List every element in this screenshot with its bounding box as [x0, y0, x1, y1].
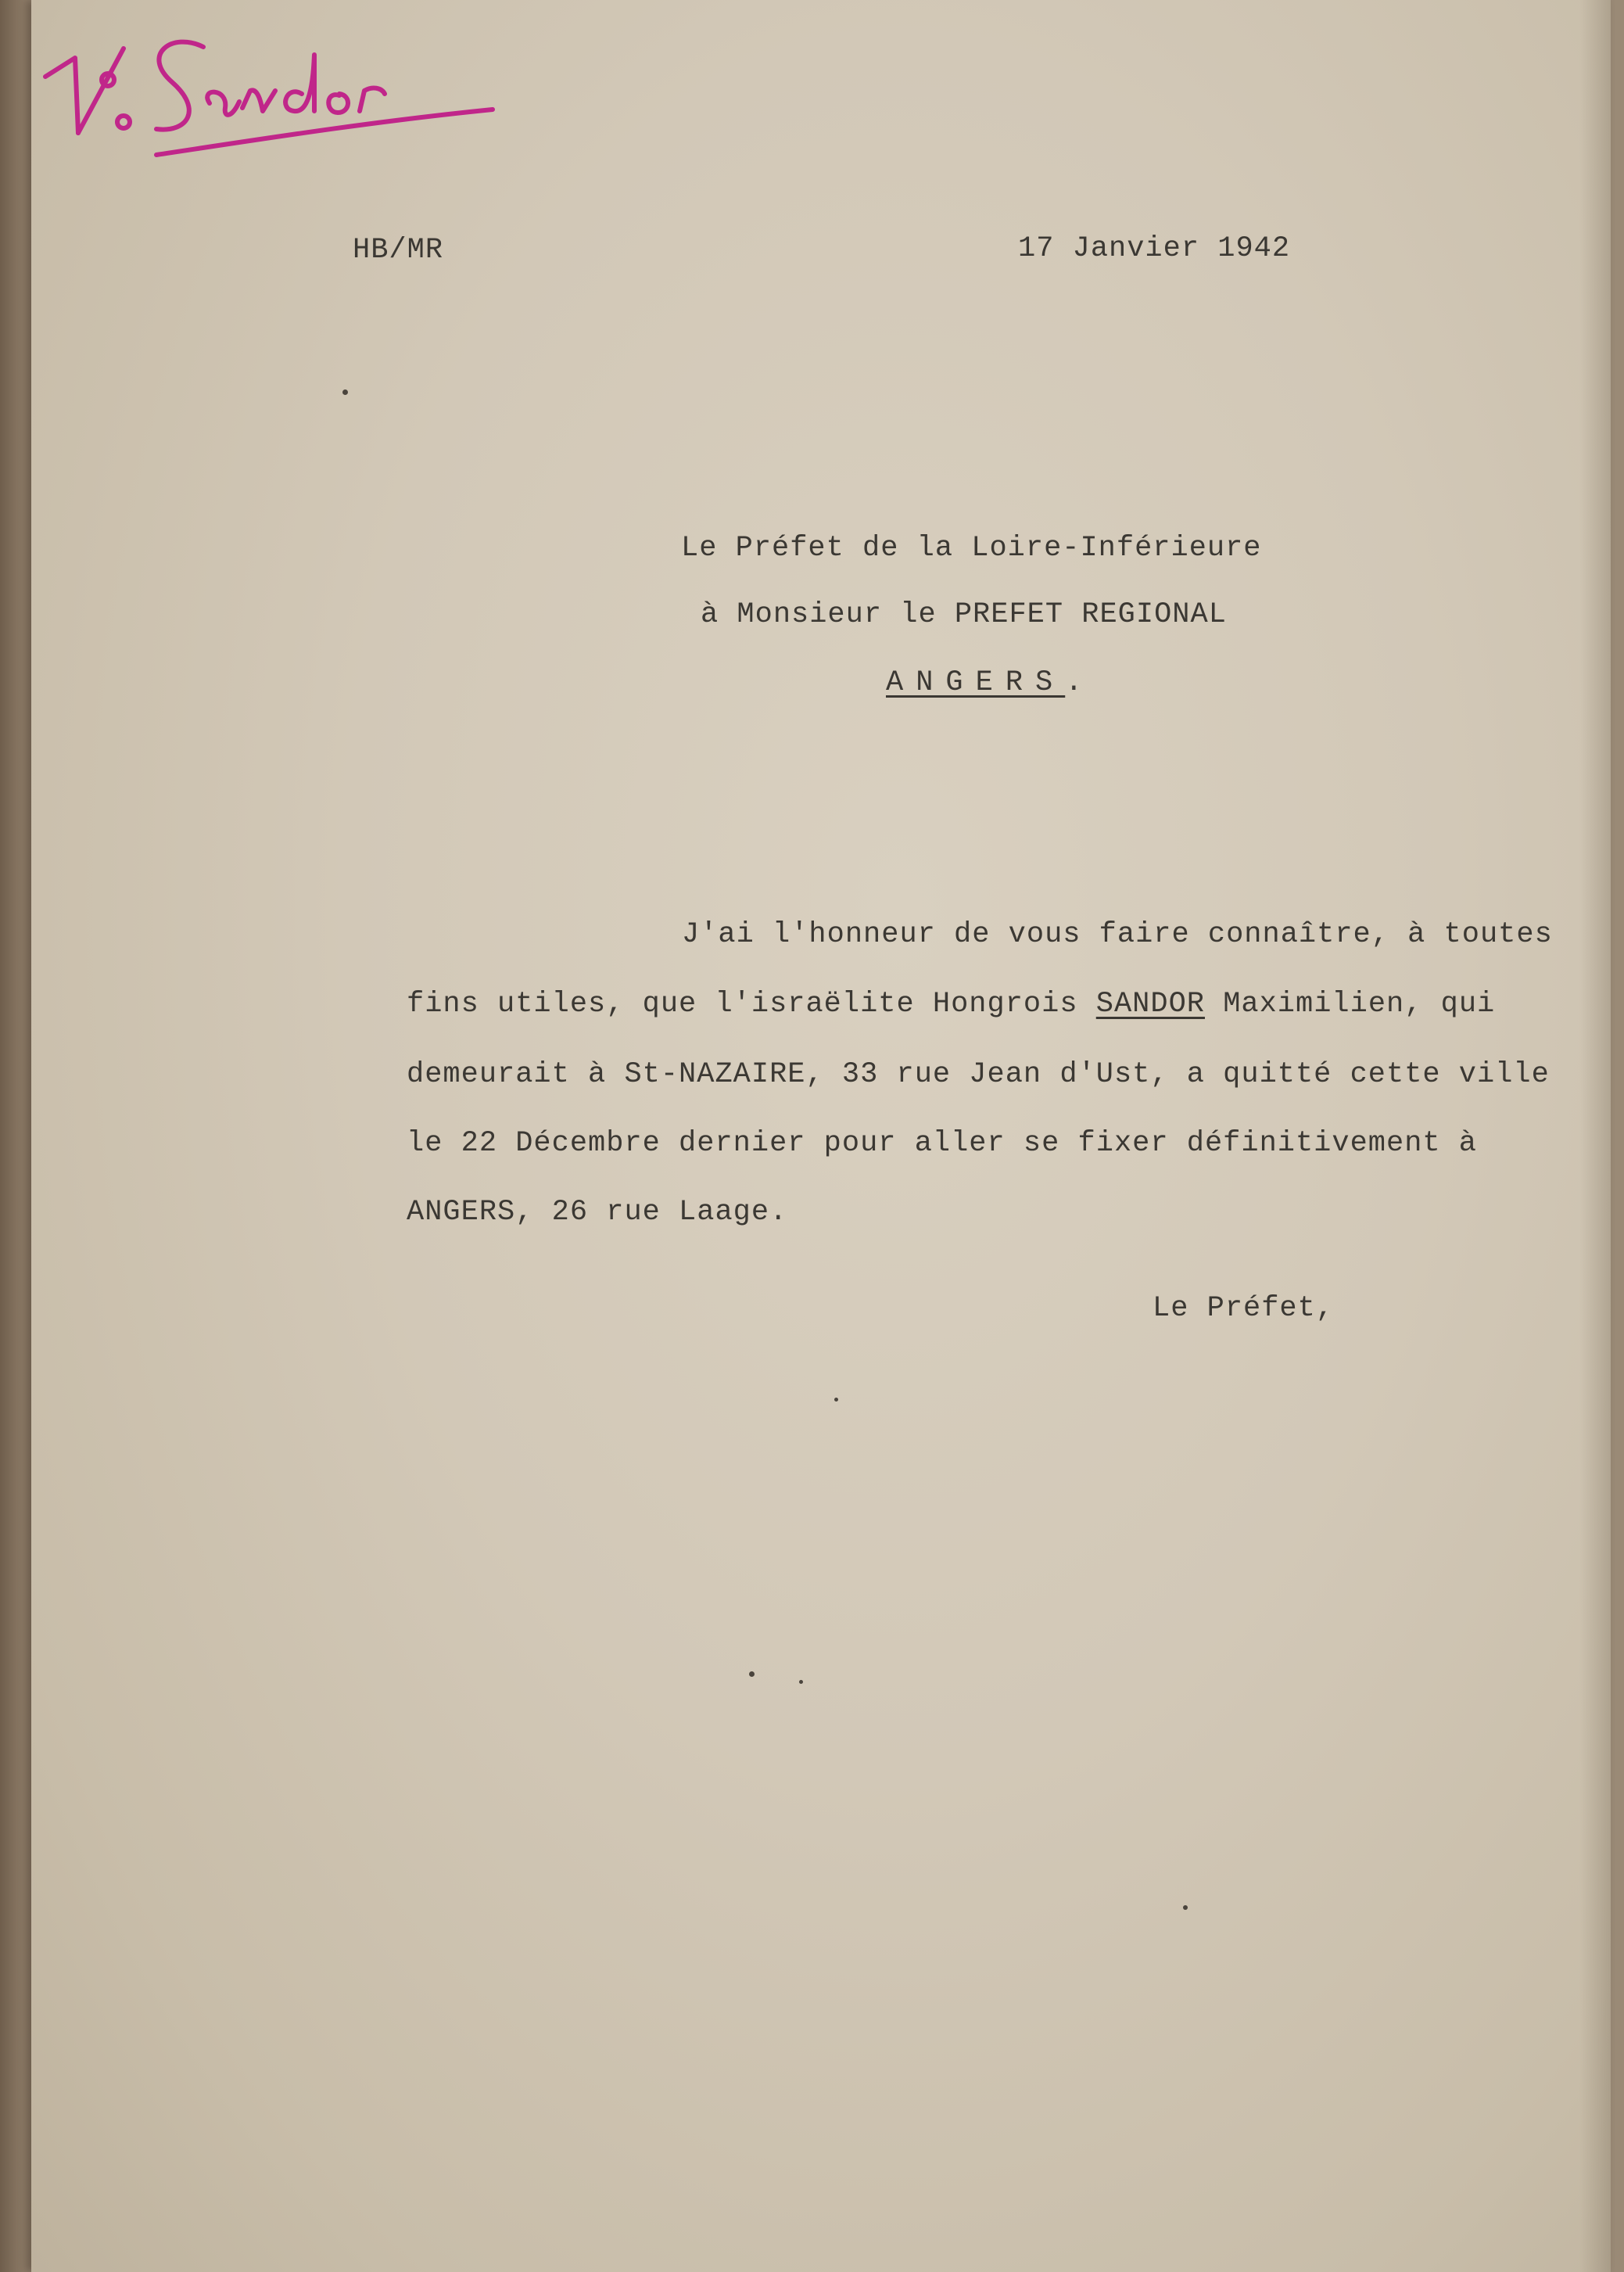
body-line-1: J'ai l'honneur de vous faire connaître, à toutes [682, 918, 1553, 951]
body-line-3: demeurait à St-NAZAIRE, 33 rue Jean d'Ust, a quitté cette ville [407, 1058, 1550, 1091]
body-line-4: le 22 Décembre dernier pour aller se fixer définitivement à [407, 1127, 1478, 1160]
reference-code: HB/MR [353, 234, 444, 267]
handwritten-annotation [23, 16, 508, 164]
body-line-2 [407, 990, 1495, 1019]
recipient-line: à Monsieur le PREFET REGIONAL [701, 598, 1227, 631]
recipient-city-line [886, 666, 1084, 699]
paper-speck [1183, 1905, 1188, 1910]
paper-speck [834, 1398, 838, 1402]
paper-speck [749, 1671, 755, 1677]
sheet-edge-shadow [1579, 0, 1611, 2272]
recipient-city-suffix: . [1065, 666, 1084, 699]
recipient-city: ANGERS [886, 666, 1066, 699]
body-line-5: ANGERS, 26 rue Laage. [407, 1196, 788, 1229]
body-line-2-start: fins utiles, que l'israëlite Hongrois [407, 988, 1096, 1021]
sender-line: Le Préfet de la Loire-Inférieure [681, 532, 1262, 565]
signature-line: Le Préfet, [1153, 1292, 1335, 1325]
paper-speck [799, 1680, 803, 1684]
subject-name: SANDOR [1095, 988, 1205, 1021]
body-line-2-end: Maximilien, qui [1204, 988, 1496, 1021]
letter-date: 17 Janvier 1942 [1018, 232, 1291, 265]
paper-speck [342, 389, 348, 395]
